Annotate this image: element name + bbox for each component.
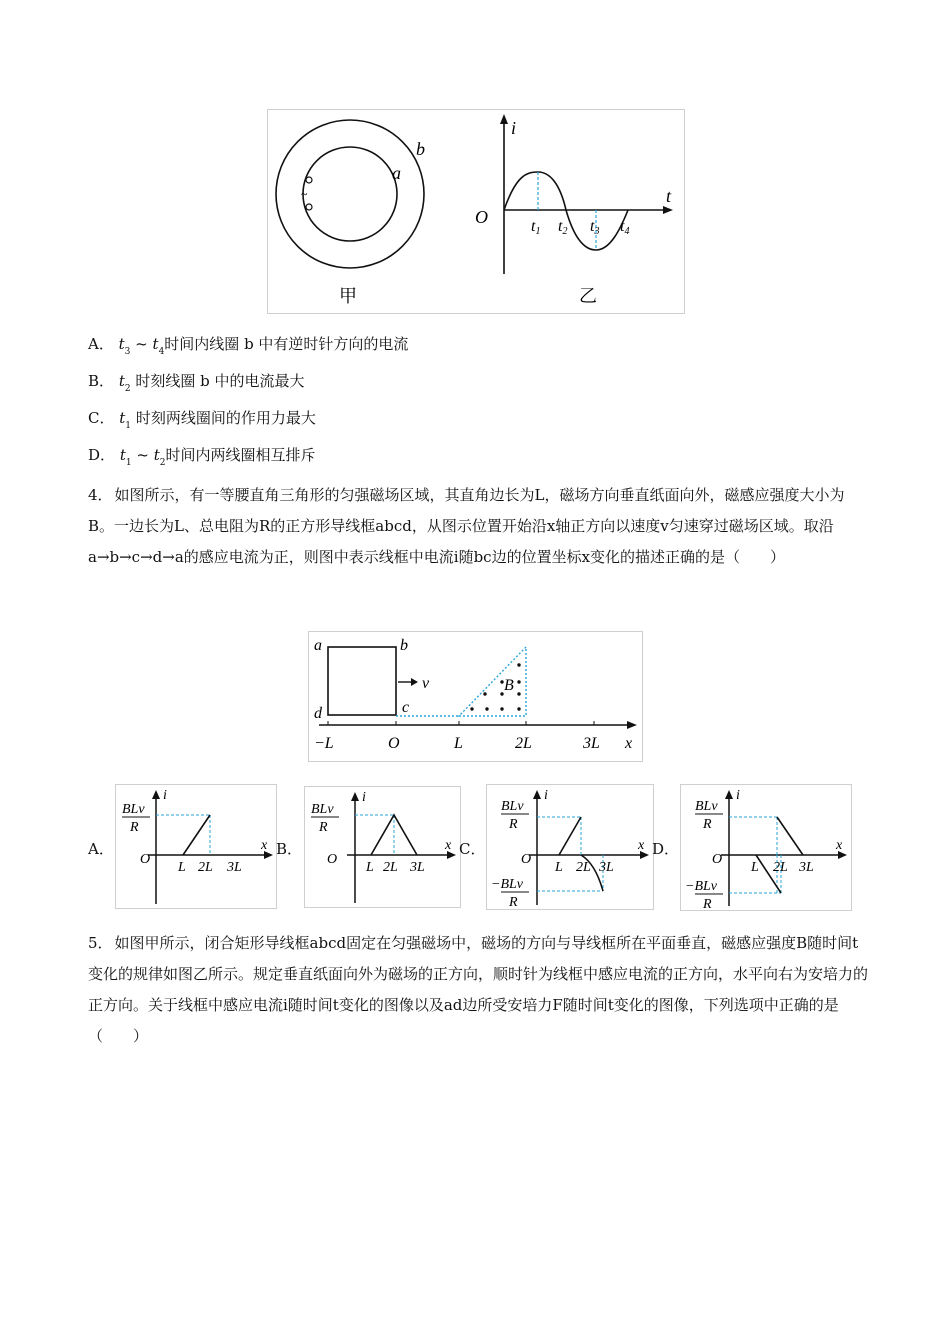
label-a: a bbox=[392, 163, 401, 183]
option-label: A． bbox=[88, 335, 114, 353]
tick-3l: 3L bbox=[799, 860, 814, 875]
ydenom-label: R bbox=[703, 817, 712, 832]
yi-x-arrow bbox=[663, 206, 673, 214]
q4-figure-svg bbox=[309, 632, 642, 761]
option-label: B． bbox=[88, 372, 115, 390]
terminal-top bbox=[306, 177, 312, 183]
square-frame-abcd bbox=[328, 647, 396, 715]
question-number: 5． bbox=[88, 934, 113, 952]
time-sub: 1 bbox=[125, 421, 132, 431]
corner-b: b bbox=[400, 637, 408, 654]
current-curve bbox=[183, 815, 210, 855]
corner-a: a bbox=[314, 637, 322, 654]
yi-y-arrow bbox=[500, 114, 508, 124]
tick-l: L bbox=[454, 735, 463, 752]
axis-x: x bbox=[836, 838, 843, 853]
option-text: 时间内线圈 b 中有逆时针方向的电流 bbox=[164, 335, 409, 353]
tick-3l: 3L bbox=[227, 860, 242, 875]
yi-axis-t: t bbox=[666, 186, 672, 206]
terminal-bottom bbox=[306, 204, 312, 210]
q3-option-c[interactable] bbox=[88, 406, 316, 430]
yi-tick-t4: t4 bbox=[620, 218, 630, 237]
choice-a-label[interactable]: A． bbox=[88, 840, 114, 858]
origin: O bbox=[712, 852, 723, 867]
ydenom-label: R bbox=[703, 897, 712, 910]
y-arrow bbox=[351, 792, 359, 801]
axis-i: i bbox=[736, 788, 740, 803]
choice-b-label[interactable]: B． bbox=[276, 840, 303, 858]
origin: O bbox=[521, 852, 532, 867]
question-text: 如图所示，有一等腰直角三角形的匀强磁场区域，其直角边长为L，磁场方向垂直纸面向外，磁感应强度大小为B。一边长为L、总电阻为R的正方形导线框abcd，从图示位置开始沿x轴正方向以速度v匀速穿过磁场区域。取沿a→b→c→d→a的感应电流为正，则图中表示线框中电流i随bc边的位置坐标x变化的描述正确的是（ ） bbox=[88, 486, 845, 566]
ac-source-symbol: ~ bbox=[301, 187, 308, 201]
q4-stem bbox=[88, 480, 868, 573]
tick-2l: 2L bbox=[383, 860, 398, 875]
time-sub: 2 bbox=[124, 384, 131, 394]
yi-tick-t3: t3 bbox=[590, 218, 600, 237]
ydenom-label: R bbox=[319, 820, 328, 835]
ydenom-label: R bbox=[509, 817, 518, 832]
question-text: 如图甲所示，闭合矩形导线框abcd固定在匀强磁场中，磁场的方向与导线框所在平面垂直，磁感应强度B随时间t变化的规律如图乙所示。规定垂直纸面向外为磁场的正方向，顺时针为线框中感应电流的正方向，水平向右为安培力的正方向。关于线框中感应电流i随时间t变化的图像以及ad边所受安培力F随时间t变化的图像，下列选项中正确的是（ ） bbox=[88, 934, 869, 1045]
time-sub: 2 bbox=[159, 458, 166, 468]
option-text: 时刻线圈 b 中的电流最大 bbox=[135, 372, 305, 390]
tick-2l: 2L bbox=[198, 860, 213, 875]
caption-yi: 乙 bbox=[579, 286, 597, 307]
q4-choice-b-graph[interactable] bbox=[304, 786, 461, 908]
ydenom-label: R bbox=[509, 895, 518, 909]
ymax-label: BLv bbox=[122, 802, 145, 817]
axis-i: i bbox=[163, 788, 167, 803]
tick-2l: 2L bbox=[515, 735, 532, 752]
tilde: ~ bbox=[135, 335, 148, 353]
option-label: D． bbox=[88, 446, 116, 464]
ymin-label: −BLv bbox=[685, 879, 717, 894]
current-curve-positive bbox=[559, 817, 581, 855]
tick-l: L bbox=[751, 860, 759, 875]
choice-c-label[interactable]: C． bbox=[459, 840, 486, 858]
axis-x: x bbox=[445, 838, 452, 853]
yi-origin: O bbox=[475, 207, 488, 227]
y-arrow bbox=[152, 790, 160, 799]
tick-o: O bbox=[388, 735, 400, 752]
tick-2l: 2L bbox=[576, 860, 591, 875]
tilde: ~ bbox=[136, 446, 149, 464]
tick-l: L bbox=[178, 860, 186, 875]
velocity-arrowhead bbox=[411, 678, 418, 686]
time-var: t bbox=[119, 409, 126, 427]
label-b: b bbox=[416, 139, 425, 159]
origin: O bbox=[327, 852, 338, 867]
ymax-label: BLv bbox=[501, 799, 524, 814]
time-sub: 1 bbox=[125, 458, 132, 468]
corner-c: c bbox=[402, 699, 410, 716]
tick-3l: 3L bbox=[599, 860, 614, 875]
choice-c-svg bbox=[487, 785, 653, 909]
tick-3l: 3L bbox=[583, 735, 600, 752]
velocity-label: v bbox=[422, 675, 430, 692]
tick-2l: 2L bbox=[773, 860, 788, 875]
choice-d-svg bbox=[681, 785, 851, 910]
time-var: t bbox=[152, 335, 159, 353]
q5-stem bbox=[88, 928, 868, 1052]
choice-a-svg bbox=[116, 785, 276, 908]
time-sub: 3 bbox=[124, 347, 131, 357]
choice-b-svg bbox=[305, 787, 460, 907]
coil-b bbox=[276, 120, 424, 268]
yi-tick-t1: t1 bbox=[531, 218, 541, 237]
yi-axis-i: i bbox=[511, 118, 517, 138]
ymax-label: BLv bbox=[695, 799, 718, 814]
time-sub: 4 bbox=[158, 347, 165, 357]
ydenom-label: R bbox=[130, 820, 139, 835]
option-text: 时间内两线圈相互排斥 bbox=[165, 446, 316, 464]
q4-figure bbox=[308, 631, 643, 762]
time-var: t bbox=[153, 446, 160, 464]
q3-figure bbox=[267, 109, 685, 314]
caption-jia: 甲 bbox=[339, 286, 357, 307]
y-arrow bbox=[533, 790, 541, 799]
axis-i: i bbox=[362, 790, 366, 805]
tick-neg-l: −L bbox=[314, 735, 334, 752]
q4-choice-d-graph[interactable] bbox=[680, 784, 852, 911]
origin: O bbox=[140, 852, 151, 867]
axis-x: x bbox=[261, 838, 268, 853]
choice-d-label[interactable]: D． bbox=[652, 840, 680, 858]
tick-l: L bbox=[555, 860, 563, 875]
tick-l: L bbox=[366, 860, 374, 875]
x-axis-arrow bbox=[627, 721, 637, 729]
magnetic-field-triangle bbox=[459, 647, 526, 716]
q3-figure-svg bbox=[268, 110, 684, 313]
q3-option-a[interactable] bbox=[88, 332, 408, 356]
time-var: t bbox=[118, 335, 125, 353]
axis-i: i bbox=[544, 788, 548, 803]
coil-a bbox=[303, 147, 397, 241]
time-var: t bbox=[119, 446, 126, 464]
tick-3l: 3L bbox=[410, 860, 425, 875]
option-label: C． bbox=[88, 409, 115, 427]
axis-x: x bbox=[638, 838, 645, 853]
option-text: 时刻两线圈间的作用力最大 bbox=[135, 409, 316, 427]
field-label: B bbox=[504, 677, 514, 694]
corner-d: d bbox=[314, 705, 322, 722]
ymax-label: BLv bbox=[311, 802, 334, 817]
yi-tick-t2: t2 bbox=[558, 218, 568, 237]
ymin-label: −BLv bbox=[491, 877, 523, 892]
q4-choice-c-graph[interactable] bbox=[486, 784, 654, 910]
q3-option-b[interactable] bbox=[88, 369, 305, 393]
x-axis-label: x bbox=[625, 735, 633, 752]
question-number: 4． bbox=[88, 486, 113, 504]
q3-option-d[interactable] bbox=[88, 443, 316, 467]
yi-sine-curve bbox=[504, 172, 628, 250]
time-var: t bbox=[118, 372, 125, 390]
q4-choice-a-graph[interactable] bbox=[115, 784, 277, 909]
y-arrow bbox=[725, 790, 733, 799]
current-curve-positive bbox=[777, 817, 803, 855]
